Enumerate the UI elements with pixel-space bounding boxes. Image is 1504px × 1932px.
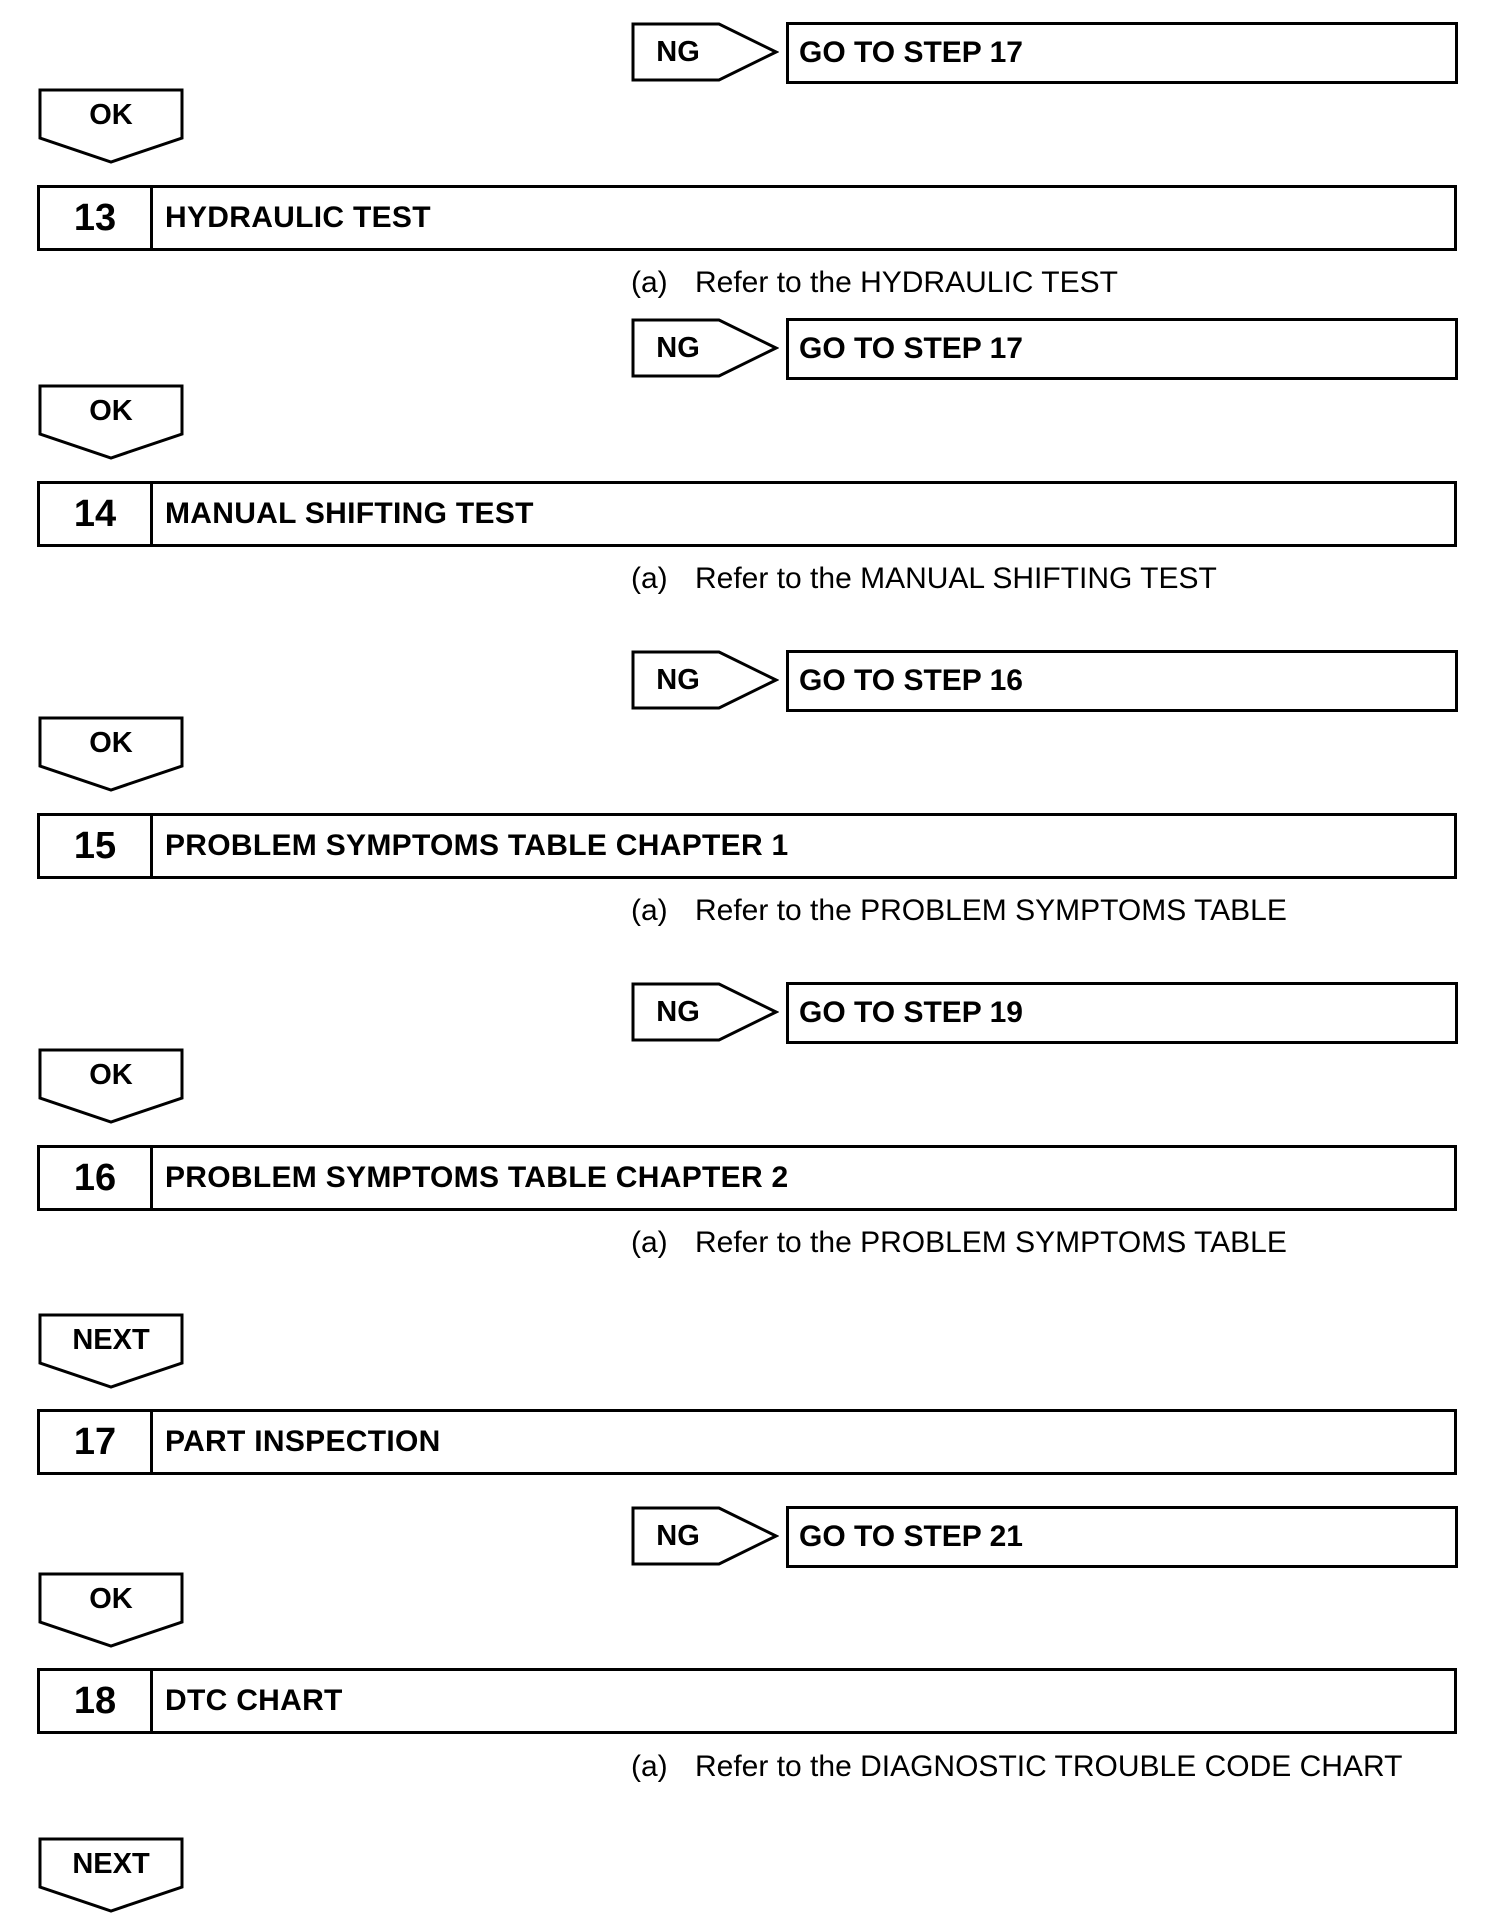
ng-label: NG — [656, 663, 700, 696]
ng-label: NG — [656, 995, 700, 1028]
step-title: PROBLEM SYMPTOMS TABLE CHAPTER 2 — [165, 1161, 789, 1194]
next-label: NEXT — [72, 1847, 150, 1880]
ok-arrow — [38, 1572, 184, 1648]
step-title: PART INSPECTION — [165, 1425, 441, 1458]
goto-step-19-box: GO TO STEP 19 — [786, 982, 1458, 1044]
step-16-note — [631, 1226, 1287, 1260]
step-18-header — [37, 1668, 1457, 1734]
goto-step-16-box: GO TO STEP 16 — [786, 650, 1458, 712]
ok-arrow — [38, 716, 184, 792]
step-title: HYDRAULIC TEST — [165, 201, 431, 234]
step-18-note — [631, 1750, 1402, 1784]
goto-step-21-box: GO TO STEP 21 — [786, 1506, 1458, 1568]
step-title: MANUAL SHIFTING TEST — [165, 497, 534, 530]
note-text: Refer to the PROBLEM SYMPTOMS TABLE — [695, 1226, 1287, 1259]
ok-arrow — [38, 1048, 184, 1124]
next-arrow — [38, 1837, 184, 1913]
step-number: 13 — [40, 188, 153, 248]
step-14-header — [37, 481, 1457, 547]
step-title: DTC CHART — [165, 1684, 343, 1717]
step-15-note — [631, 894, 1287, 928]
ng-arrow — [631, 982, 779, 1042]
ng-label: NG — [656, 35, 700, 68]
step-16-header — [37, 1145, 1457, 1211]
note-text: Refer to the HYDRAULIC TEST — [695, 266, 1118, 299]
step-14-note — [631, 562, 1217, 596]
ng-arrow — [631, 1506, 779, 1566]
note-label: (a) — [631, 266, 668, 299]
next-arrow — [38, 1313, 184, 1389]
ok-label: OK — [89, 394, 133, 427]
note-label: (a) — [631, 562, 668, 595]
ng-label: NG — [656, 331, 700, 364]
note-label: (a) — [631, 1226, 668, 1259]
step-number: 14 — [40, 484, 153, 544]
ng-arrow — [631, 650, 779, 710]
step-17-header — [37, 1409, 1457, 1475]
note-text: Refer to the DIAGNOSTIC TROUBLE CODE CHART — [695, 1750, 1403, 1783]
step-number: 17 — [40, 1412, 153, 1472]
step-number: 16 — [40, 1148, 153, 1208]
step-15-header — [37, 813, 1457, 879]
note-label: (a) — [631, 894, 668, 927]
note-label: (a) — [631, 1750, 668, 1783]
goto-step-17-box: GO TO STEP 17 — [786, 22, 1458, 84]
ok-arrow — [38, 88, 184, 164]
ok-arrow — [38, 384, 184, 460]
note-text: Refer to the PROBLEM SYMPTOMS TABLE — [695, 894, 1287, 927]
ok-label: OK — [89, 1582, 133, 1615]
ok-label: OK — [89, 98, 133, 131]
step-number: 18 — [40, 1671, 153, 1731]
step-13-header — [37, 185, 1457, 251]
ok-label: OK — [89, 1058, 133, 1091]
ng-label: NG — [656, 1519, 700, 1552]
ok-label: OK — [89, 726, 133, 759]
next-label: NEXT — [72, 1323, 150, 1356]
goto-step-17-box: GO TO STEP 17 — [786, 318, 1458, 380]
ng-arrow — [631, 22, 779, 82]
step-13-note — [631, 266, 1118, 300]
step-number: 15 — [40, 816, 153, 876]
step-title: PROBLEM SYMPTOMS TABLE CHAPTER 1 — [165, 829, 789, 862]
note-text: Refer to the MANUAL SHIFTING TEST — [695, 562, 1217, 595]
ng-arrow — [631, 318, 779, 378]
